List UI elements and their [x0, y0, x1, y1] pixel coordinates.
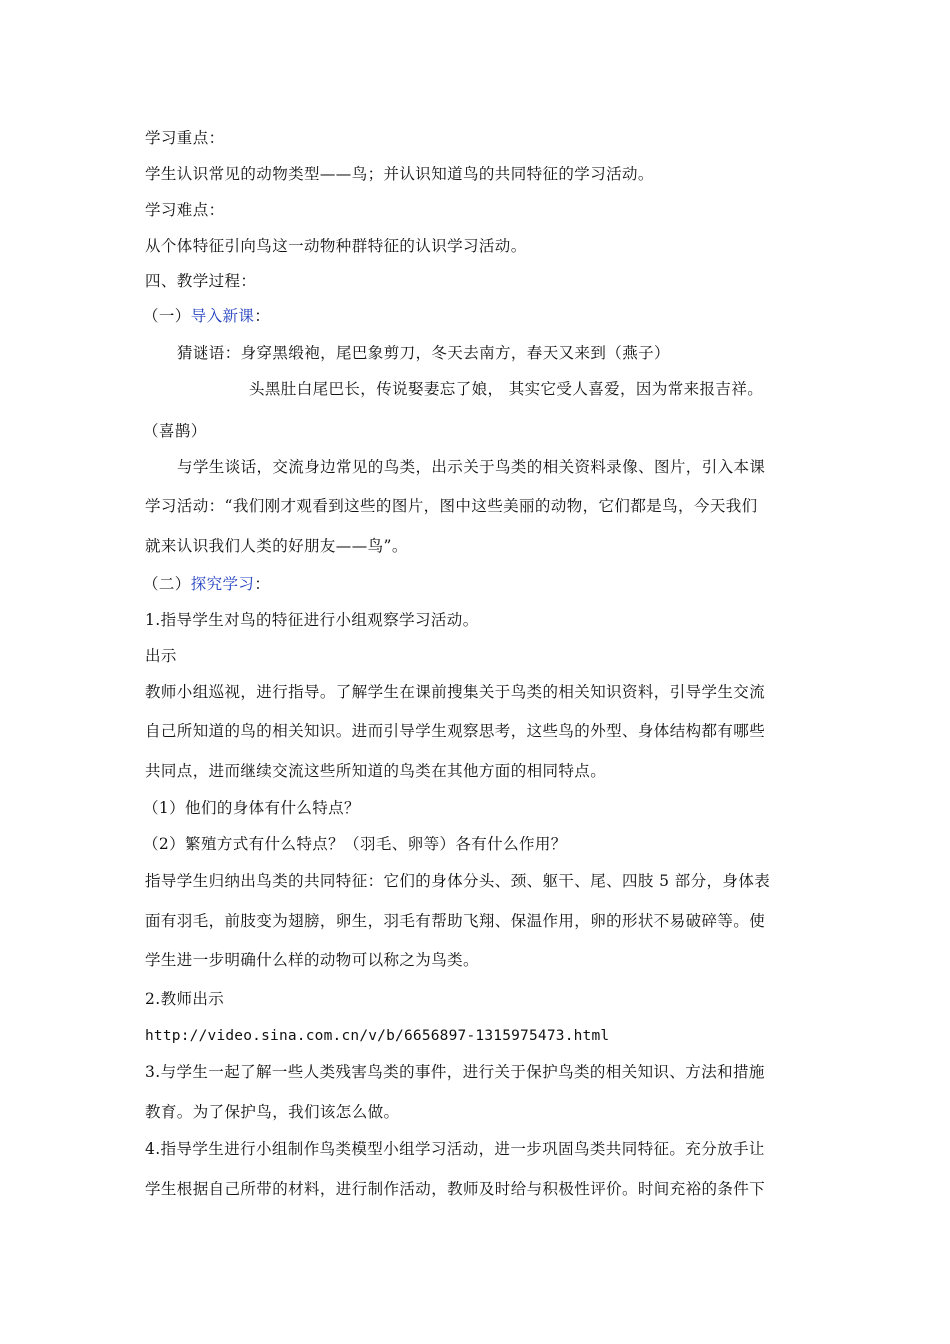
section1-heading	[143, 305, 270, 327]
section2-heading	[143, 573, 270, 595]
section1-prefix: （一）	[143, 307, 191, 325]
key-points-heading: 学习重点：	[145, 129, 225, 147]
riddle-answer: （喜鹊）	[143, 422, 207, 440]
section2-title: 探究学习	[190, 575, 255, 593]
riddle-line-2: 头黑肚白尾巴长，传说娶妻忘了娘， 其实它受人喜爱，因为常来报吉祥。	[249, 380, 764, 398]
intro-line-3: 就来认识我们人类的好朋友——鸟”。	[145, 537, 408, 555]
step-3-line-1: 3.与学生一起了解一些人类残害鸟类的事件，进行关于保护鸟类的相关知识、方法和措施	[145, 1063, 765, 1081]
question-2: （2）繁殖方式有什么特点？（羽毛、卵等）各有什么作用？	[143, 835, 567, 853]
section1-title: 导入新课	[190, 307, 255, 325]
section2-prefix: （二）	[143, 575, 191, 593]
section1-suffix: ：	[254, 307, 271, 325]
step-2: 2.教师出示	[145, 990, 225, 1008]
video-url[interactable]: http://video.sina.com.cn/v/b/6656897-1315975473.html	[145, 1028, 610, 1044]
teacher-line-1: 教师小组巡视，进行指导。了解学生在课前搜集关于鸟类的相关知识资料，引导学生交流	[145, 683, 766, 701]
intro-line-2: 学习活动：“我们刚才观看到这些的图片，图中这些美丽的动物，它们都是鸟，今天我们	[145, 497, 758, 515]
show-label: 出示	[145, 647, 177, 665]
summary-line-1: 指导学生归纳出鸟类的共同特征：它们的身体分头、颈、躯干、尾、四肢 5 部分，身体表	[145, 872, 771, 890]
step-4-line-2: 学生根据自己所带的材料，进行制作活动，教师及时给与积极性评价。时间充裕的条件下	[145, 1180, 766, 1198]
riddle-line-1: 猜谜语：身穿黑缎袍，尾巴象剪刀，冬天去南方，春天又来到（燕子）	[177, 344, 670, 362]
difficulty-text: 从个体特征引向鸟这一动物种群特征的认识学习活动。	[145, 237, 527, 255]
question-1: （1）他们的身体有什么特点？	[143, 799, 360, 817]
step-4-line-1: 4.指导学生进行小组制作鸟类模型小组学习活动，进一步巩固鸟类共同特征。充分放手让	[145, 1140, 765, 1158]
process-heading: 四、教学过程：	[145, 272, 257, 290]
summary-line-3: 学生进一步明确什么样的动物可以称之为鸟类。	[145, 951, 479, 969]
step-1: 1.指导学生对鸟的特征进行小组观察学习活动。	[145, 611, 479, 629]
teacher-line-2: 自己所知道的鸟的相关知识。进而引导学生观察思考，这些鸟的外型、身体结构都有哪些	[145, 722, 766, 740]
teacher-line-3: 共同点，进而继续交流这些所知道的鸟类在其他方面的相同特点。	[145, 762, 607, 780]
difficulty-heading: 学习难点：	[145, 201, 225, 219]
section2-suffix: ：	[254, 575, 271, 593]
step-3-line-2: 教育。为了保护鸟，我们该怎么做。	[145, 1103, 400, 1121]
key-points-text: 学生认识常见的动物类型——鸟；并认识知道鸟的共同特征的学习活动。	[145, 165, 654, 183]
intro-line-1: 与学生谈话，交流身边常见的鸟类，出示关于鸟类的相关资料录像、图片，引入本课	[177, 458, 766, 476]
summary-line-2: 面有羽毛，前肢变为翅膀，卵生，羽毛有帮助飞翔、保温作用，卵的形状不易破碎等。使	[145, 912, 766, 930]
